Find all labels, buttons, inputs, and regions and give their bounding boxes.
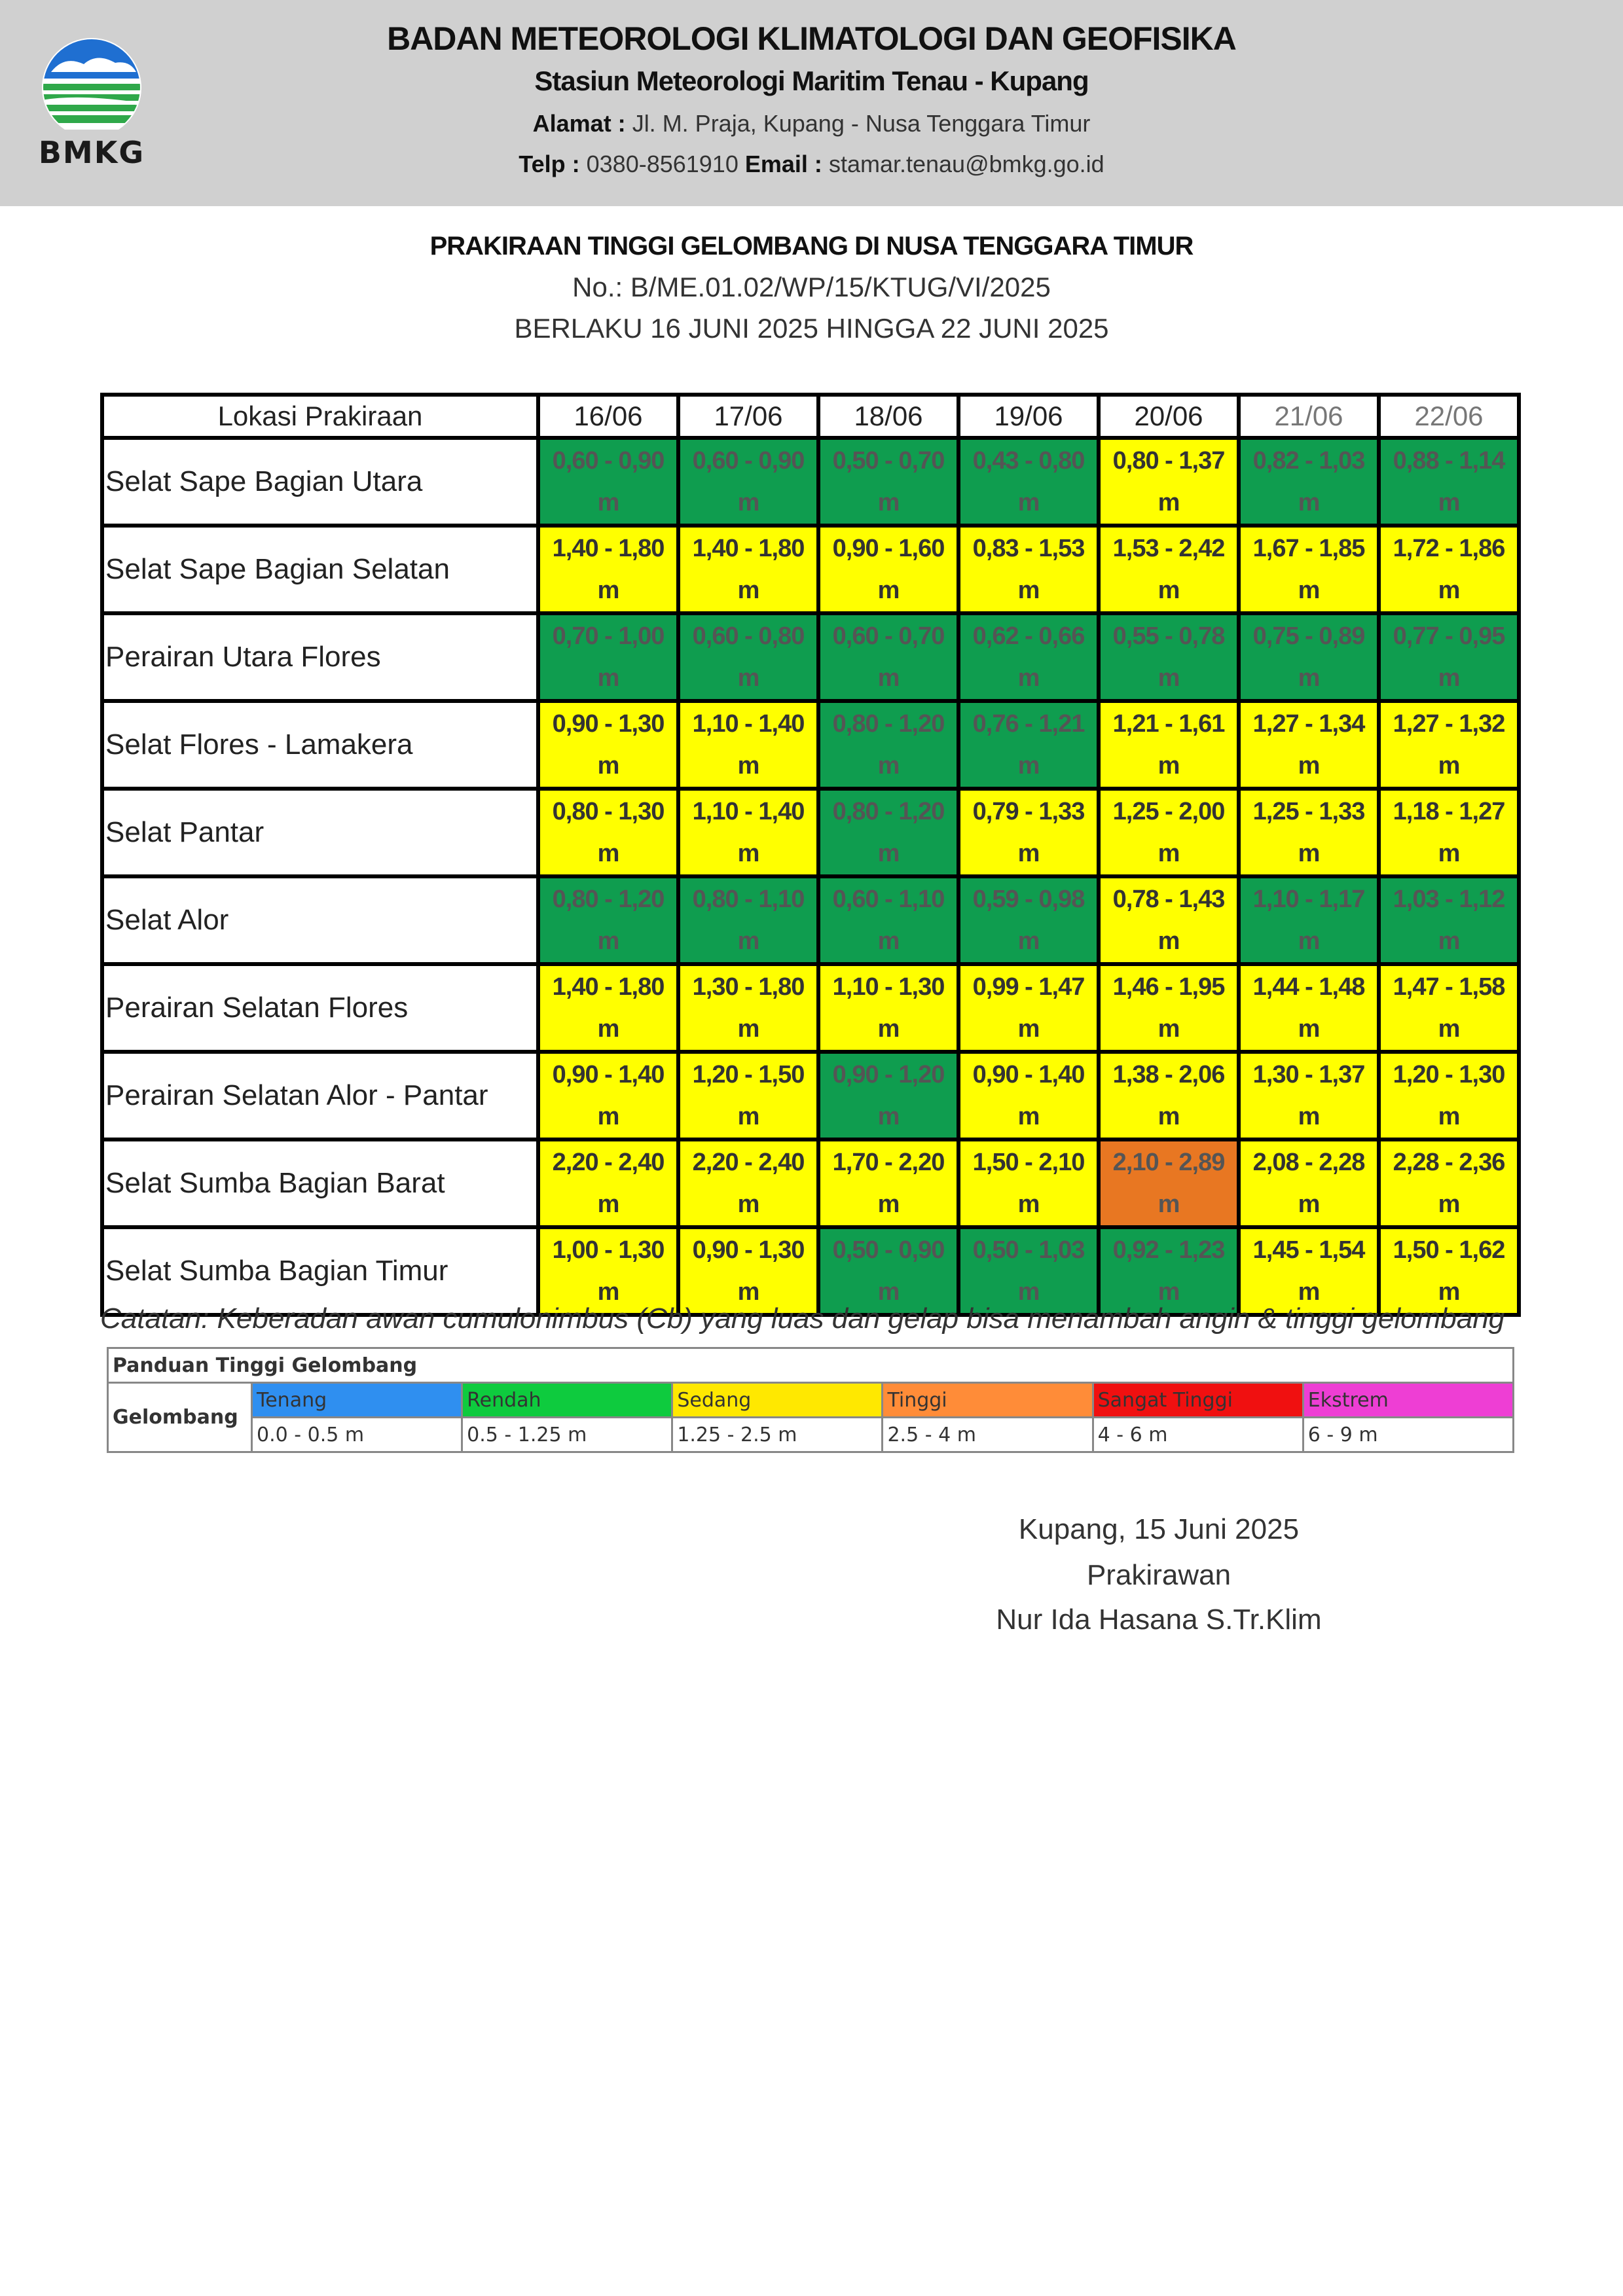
wave-height-cell (1099, 964, 1239, 1052)
wave-unit: m (1017, 840, 1040, 867)
wave-height-cell (958, 876, 1099, 964)
wave-height-cell (678, 964, 818, 1052)
wave-range-value: 0,80 - 1,37 (1112, 447, 1225, 475)
email-label: Email : (744, 151, 822, 177)
document-title: PRAKIRAAN TINGGI GELOMBANG DI NUSA TENGGARA TIMUR (429, 232, 1194, 260)
table-row (102, 964, 1519, 1052)
wave-range-value: 0,59 - 0,98 (972, 886, 1085, 913)
wave-range-value: 0,90 - 1,20 (832, 1061, 945, 1088)
wave-unit: m (737, 577, 759, 604)
wave-height-cell (678, 1052, 818, 1139)
wave-unit: m (1298, 1191, 1320, 1218)
wave-unit: m (597, 752, 619, 780)
location-cell: Selat Flores - Lamakera (102, 701, 538, 789)
legend-category: Rendah (462, 1383, 672, 1418)
phone-label: Telp : (519, 151, 580, 177)
location-cell: Perairan Selatan Flores (102, 964, 538, 1052)
wave-range-value: 0,78 - 1,43 (1112, 886, 1225, 913)
wave-unit: m (597, 1103, 619, 1130)
wave-unit: m (737, 489, 759, 516)
table-row (102, 438, 1519, 526)
wave-height-cell (538, 964, 678, 1052)
table-row (102, 789, 1519, 876)
wave-unit: m (597, 927, 619, 955)
wave-unit: m (1298, 1278, 1320, 1306)
wave-range-value: 1,25 - 2,00 (1112, 798, 1225, 825)
wave-range-value: 1,30 - 1,80 (692, 973, 805, 1001)
wave-height-cell (1239, 701, 1379, 789)
wave-range-value: 0,92 - 1,23 (1112, 1236, 1225, 1264)
wave-range-value: 2,10 - 2,89 (1112, 1149, 1225, 1176)
wave-height-cell (958, 1227, 1099, 1315)
wave-height-cell (1099, 1052, 1239, 1139)
wave-unit: m (597, 1191, 619, 1218)
legend-title: Panduan Tinggi Gelombang (108, 1348, 1514, 1383)
wave-unit: m (1017, 1015, 1040, 1043)
wave-height-cell (958, 701, 1099, 789)
legend-category: Sangat Tinggi (1093, 1383, 1303, 1418)
wave-unit: m (1017, 664, 1040, 692)
wave-height-cell (958, 526, 1099, 613)
wave-range-value: 2,20 - 2,40 (692, 1149, 805, 1176)
wave-height-cell (538, 1227, 678, 1315)
wave-height-cell (678, 613, 818, 701)
wave-unit: m (1298, 1015, 1320, 1043)
wave-height-cell (538, 789, 678, 876)
wave-range-value: 0,90 - 1,40 (552, 1061, 665, 1088)
wave-range-value: 1,10 - 1,40 (692, 710, 805, 738)
table-header-row (102, 395, 1519, 438)
wave-unit: m (1158, 1103, 1180, 1130)
legend-range: 1.25 - 2.5 m (672, 1418, 883, 1452)
wave-forecast-table (100, 393, 1521, 1317)
wave-height-cell (1239, 1139, 1379, 1227)
legend-category: Tinggi (883, 1383, 1093, 1418)
wave-height-cell (1379, 1227, 1519, 1315)
wave-height-cell (1099, 789, 1239, 876)
email-value: stamar.tenau@bmkg.go.id (828, 151, 1104, 177)
wave-unit: m (1298, 840, 1320, 867)
wave-range-value: 2,20 - 2,40 (552, 1149, 665, 1176)
wave-range-value: 1,00 - 1,30 (552, 1236, 665, 1264)
wave-range-value: 0,80 - 1,20 (832, 798, 945, 825)
bmkg-logo (38, 38, 145, 169)
wave-range-value: 1,27 - 1,34 (1252, 710, 1365, 738)
wave-range-value: 0,60 - 0,90 (552, 447, 665, 475)
location-cell: Selat Sumba Bagian Barat (102, 1139, 538, 1227)
wave-unit: m (1298, 1103, 1320, 1130)
wave-range-value: 1,40 - 1,80 (692, 535, 805, 562)
wave-range-value: 0,80 - 1,30 (552, 798, 665, 825)
wave-unit: m (597, 489, 619, 516)
wave-unit: m (1158, 1278, 1180, 1306)
wave-range-value: 1,40 - 1,80 (552, 973, 665, 1001)
wave-height-cell (958, 1052, 1099, 1139)
wave-range-value: 0,60 - 1,10 (832, 886, 945, 913)
wave-range-value: 1,21 - 1,61 (1112, 710, 1225, 738)
wave-height-cell (1239, 1227, 1379, 1315)
wave-height-cell (1239, 789, 1379, 876)
wave-unit: m (877, 664, 900, 692)
wave-unit: m (877, 927, 900, 955)
wave-range-value: 0,90 - 1,40 (972, 1061, 1085, 1088)
wave-range-value: 1,72 - 1,86 (1393, 535, 1505, 562)
wave-unit: m (877, 1015, 900, 1043)
wave-height-cell (1379, 701, 1519, 789)
document-number: No.: B/ME.01.02/WP/15/KTUG/VI/2025 (572, 272, 1051, 302)
location-cell: Selat Sumba Bagian Timur (102, 1227, 538, 1315)
location-cell: Selat Pantar (102, 789, 538, 876)
table-row (102, 1052, 1519, 1139)
wave-range-value: 0,55 - 0,78 (1112, 622, 1225, 650)
table-row (102, 1227, 1519, 1315)
wave-range-value: 0,80 - 1,20 (552, 886, 665, 913)
legend-range: 0.0 - 0.5 m (252, 1418, 462, 1452)
address-line (0, 110, 1623, 137)
wave-unit: m (1158, 1191, 1180, 1218)
wave-height-cell (1239, 438, 1379, 526)
wave-range-value: 0,76 - 1,21 (972, 710, 1085, 738)
wave-range-value: 1,30 - 1,37 (1252, 1061, 1365, 1088)
wave-height-cell (818, 789, 958, 876)
wave-height-cell (1379, 526, 1519, 613)
legend-range: 0.5 - 1.25 m (462, 1418, 672, 1452)
wave-range-value: 1,50 - 1,62 (1393, 1236, 1505, 1264)
phone-value: 0380-8561910 (586, 151, 739, 177)
legend-range: 2.5 - 4 m (883, 1418, 1093, 1452)
wave-range-value: 1,53 - 2,42 (1112, 535, 1225, 562)
wave-height-cell (1379, 1139, 1519, 1227)
wave-height-cell (1099, 438, 1239, 526)
wave-unit: m (1158, 577, 1180, 604)
wave-height-cell (538, 1052, 678, 1139)
wave-height-cell (678, 1227, 818, 1315)
wave-unit: m (877, 840, 900, 867)
wave-height-cell (958, 964, 1099, 1052)
wave-unit: m (1438, 840, 1460, 867)
wave-range-value: 1,10 - 1,17 (1252, 886, 1365, 913)
legend-category: Sedang (672, 1383, 883, 1418)
wave-height-cell (538, 613, 678, 701)
wave-range-value: 2,28 - 2,36 (1393, 1149, 1505, 1176)
wave-height-cell (818, 701, 958, 789)
wave-unit: m (597, 664, 619, 692)
date-column-header: 17/06 (678, 395, 818, 438)
wave-range-value: 0,82 - 1,03 (1252, 447, 1365, 475)
address-value: Jl. M. Praja, Kupang - Nusa Tenggara Timur (632, 110, 1091, 137)
location-cell: Selat Alor (102, 876, 538, 964)
wave-unit: m (1298, 927, 1320, 955)
date-column-header: 22/06 (1379, 395, 1519, 438)
wave-unit: m (1017, 489, 1040, 516)
wave-unit: m (737, 927, 759, 955)
wave-height-cell (958, 789, 1099, 876)
wave-height-cell (678, 876, 818, 964)
wave-height-cell (958, 613, 1099, 701)
wave-height-cell (818, 964, 958, 1052)
wave-height-cell (818, 1052, 958, 1139)
bmkg-logo-text: BMKG (38, 135, 145, 170)
wave-height-cell (818, 613, 958, 701)
wave-unit: m (1438, 1278, 1460, 1306)
cumulonimbus-note: Catatan: Keberadan awan cumulonimbus (Cb) yang luas dan gelap bisa menambah angin & tinggi gelombang (100, 1302, 1505, 1335)
wave-unit: m (877, 1191, 900, 1218)
wave-unit: m (1438, 1191, 1460, 1218)
wave-unit: m (1158, 664, 1180, 692)
wave-unit: m (737, 752, 759, 780)
legend-range: 4 - 6 m (1093, 1418, 1303, 1452)
wave-unit: m (1158, 927, 1180, 955)
wave-height-cell (1379, 876, 1519, 964)
wave-unit: m (1298, 577, 1320, 604)
date-column-header: 18/06 (818, 395, 958, 438)
wave-height-cell (1099, 701, 1239, 789)
wave-height-cell (818, 876, 958, 964)
wave-unit: m (877, 752, 900, 780)
wave-range-value: 1,50 - 2,10 (972, 1149, 1085, 1176)
wave-unit: m (737, 1015, 759, 1043)
wave-height-cell (1379, 789, 1519, 876)
wave-range-value: 0,77 - 0,95 (1393, 622, 1505, 650)
wave-height-cell (818, 526, 958, 613)
wave-height-cell (678, 1139, 818, 1227)
wave-unit: m (877, 1278, 900, 1306)
table-row (102, 526, 1519, 613)
wave-range-value: 0,80 - 1,10 (692, 886, 805, 913)
wave-range-value: 0,75 - 0,89 (1252, 622, 1365, 650)
wave-range-value: 2,08 - 2,28 (1252, 1149, 1365, 1176)
legend-category: Ekstrem (1303, 1383, 1513, 1418)
wave-height-cell (1379, 964, 1519, 1052)
wave-height-cell (538, 701, 678, 789)
wave-range-value: 1,20 - 1,50 (692, 1061, 805, 1088)
wave-height-cell (678, 701, 818, 789)
wave-range-value: 1,40 - 1,80 (552, 535, 665, 562)
wave-unit: m (877, 577, 900, 604)
wave-range-value: 0,70 - 1,00 (552, 622, 665, 650)
wave-height-cell (1239, 964, 1379, 1052)
wave-height-cell (818, 438, 958, 526)
wave-range-value: 1,10 - 1,40 (692, 798, 805, 825)
wave-height-cell (958, 1139, 1099, 1227)
wave-range-value: 1,20 - 1,30 (1393, 1061, 1505, 1088)
wave-range-value: 1,67 - 1,85 (1252, 535, 1365, 562)
wave-height-cell (1379, 438, 1519, 526)
wave-unit: m (597, 1015, 619, 1043)
wave-unit: m (737, 1103, 759, 1130)
wave-unit: m (1017, 1103, 1040, 1130)
date-column-header: 16/06 (538, 395, 678, 438)
wave-height-cell (1379, 613, 1519, 701)
wave-height-cell (1099, 526, 1239, 613)
date-column-header: 19/06 (958, 395, 1099, 438)
contact-line (0, 151, 1623, 178)
wave-unit: m (737, 840, 759, 867)
wave-unit: m (737, 1191, 759, 1218)
date-column-header: 20/06 (1099, 395, 1239, 438)
wave-unit: m (1438, 577, 1460, 604)
wave-range-value: 0,79 - 1,33 (972, 798, 1085, 825)
location-cell: Perairan Utara Flores (102, 613, 538, 701)
organization-name: BADAN METEOROLOGI KLIMATOLOGI DAN GEOFISIKA (387, 20, 1236, 57)
wave-unit: m (1438, 752, 1460, 780)
wave-range-value: 0,88 - 1,14 (1393, 447, 1505, 475)
wave-range-value: 0,83 - 1,53 (972, 535, 1085, 562)
letterhead (0, 0, 1623, 206)
wave-range-value: 0,50 - 0,70 (832, 447, 945, 475)
wave-height-cell (1379, 1052, 1519, 1139)
table-row (102, 701, 1519, 789)
wave-unit: m (1438, 1103, 1460, 1130)
wave-range-value: 0,90 - 1,60 (832, 535, 945, 562)
wave-range-value: 1,44 - 1,48 (1252, 973, 1365, 1001)
wave-height-cell (678, 526, 818, 613)
wave-unit: m (1017, 1191, 1040, 1218)
wave-range-value: 1,46 - 1,95 (1112, 973, 1225, 1001)
wave-unit: m (1438, 489, 1460, 516)
wave-height-cell (538, 438, 678, 526)
wave-height-cell (1099, 1227, 1239, 1315)
table-row (102, 613, 1519, 701)
wave-height-cell (1099, 613, 1239, 701)
wave-unit: m (1298, 664, 1320, 692)
wave-height-cell (678, 789, 818, 876)
validity-period: BERLAKU 16 JUNI 2025 HINGGA 22 JUNI 2025 (514, 313, 1109, 344)
wave-range-value: 1,27 - 1,32 (1393, 710, 1505, 738)
wave-unit: m (597, 840, 619, 867)
signature-role: Prakirawan (1086, 1559, 1231, 1591)
signature-place-date: Kupang, 15 Juni 2025 (1018, 1513, 1300, 1545)
wave-range-value: 0,60 - 0,90 (692, 447, 805, 475)
location-cell: Selat Sape Bagian Selatan (102, 526, 538, 613)
wave-unit: m (877, 489, 900, 516)
wave-range-value: 1,70 - 2,20 (832, 1149, 945, 1176)
wave-range-value: 0,43 - 0,80 (972, 447, 1085, 475)
location-cell: Selat Sape Bagian Utara (102, 438, 538, 526)
wave-height-cell (1239, 613, 1379, 701)
wave-unit: m (1017, 1278, 1040, 1306)
wave-range-value: 0,50 - 1,03 (972, 1236, 1085, 1264)
wave-range-value: 0,90 - 1,30 (692, 1236, 805, 1264)
wave-unit: m (597, 577, 619, 604)
station-name: Stasiun Meteorologi Maritim Tenau - Kupang (534, 65, 1089, 96)
table-row (102, 876, 1519, 964)
wave-height-cell (538, 876, 678, 964)
wave-unit: m (1438, 1015, 1460, 1043)
location-cell: Perairan Selatan Alor - Pantar (102, 1052, 538, 1139)
wave-unit: m (1158, 1015, 1180, 1043)
wave-height-cell (1099, 876, 1239, 964)
wave-range-value: 1,10 - 1,30 (832, 973, 945, 1001)
wave-unit: m (1438, 664, 1460, 692)
wave-height-legend (107, 1347, 1514, 1453)
wave-height-cell (958, 438, 1099, 526)
wave-height-cell (1239, 526, 1379, 613)
legend-range: 6 - 9 m (1303, 1418, 1513, 1452)
wave-unit: m (737, 664, 759, 692)
wave-range-value: 1,25 - 1,33 (1252, 798, 1365, 825)
wave-unit: m (1298, 752, 1320, 780)
wave-range-value: 1,18 - 1,27 (1393, 798, 1505, 825)
wave-unit: m (1158, 840, 1180, 867)
wave-unit: m (1158, 752, 1180, 780)
wave-range-value: 0,62 - 0,66 (972, 622, 1085, 650)
wave-unit: m (737, 1278, 759, 1306)
wave-range-value: 0,90 - 1,30 (552, 710, 665, 738)
wave-range-value: 0,60 - 0,70 (832, 622, 945, 650)
legend-row-label: Gelombang (108, 1383, 252, 1452)
wave-range-value: 0,80 - 1,20 (832, 710, 945, 738)
wave-height-cell (818, 1139, 958, 1227)
wave-unit: m (1017, 752, 1040, 780)
wave-height-cell (538, 1139, 678, 1227)
wave-range-value: 1,45 - 1,54 (1252, 1236, 1365, 1264)
wave-height-cell (1239, 876, 1379, 964)
address-label: Alamat : (532, 110, 626, 137)
wave-unit: m (1017, 927, 1040, 955)
wave-range-value: 0,99 - 1,47 (972, 973, 1085, 1001)
location-column-header: Lokasi Prakiraan (102, 395, 538, 438)
wave-height-cell (678, 438, 818, 526)
wave-unit: m (597, 1278, 619, 1306)
wave-unit: m (1017, 577, 1040, 604)
wave-height-cell (1239, 1052, 1379, 1139)
date-column-header: 21/06 (1239, 395, 1379, 438)
wave-unit: m (1438, 927, 1460, 955)
wave-unit: m (1158, 489, 1180, 516)
wave-height-cell (818, 1227, 958, 1315)
wave-range-value: 1,38 - 2,06 (1112, 1061, 1225, 1088)
wave-range-value: 1,47 - 1,58 (1393, 973, 1505, 1001)
legend-category: Tenang (252, 1383, 462, 1418)
wave-range-value: 0,60 - 0,80 (692, 622, 805, 650)
wave-height-cell (538, 526, 678, 613)
table-row (102, 1139, 1519, 1227)
signature-name: Nur Ida Hasana S.Tr.Klim (996, 1604, 1322, 1636)
wave-unit: m (1298, 489, 1320, 516)
wave-height-cell (1099, 1139, 1239, 1227)
wave-unit: m (877, 1103, 900, 1130)
wave-range-value: 1,03 - 1,12 (1393, 886, 1505, 913)
wave-range-value: 0,50 - 0,90 (832, 1236, 945, 1264)
